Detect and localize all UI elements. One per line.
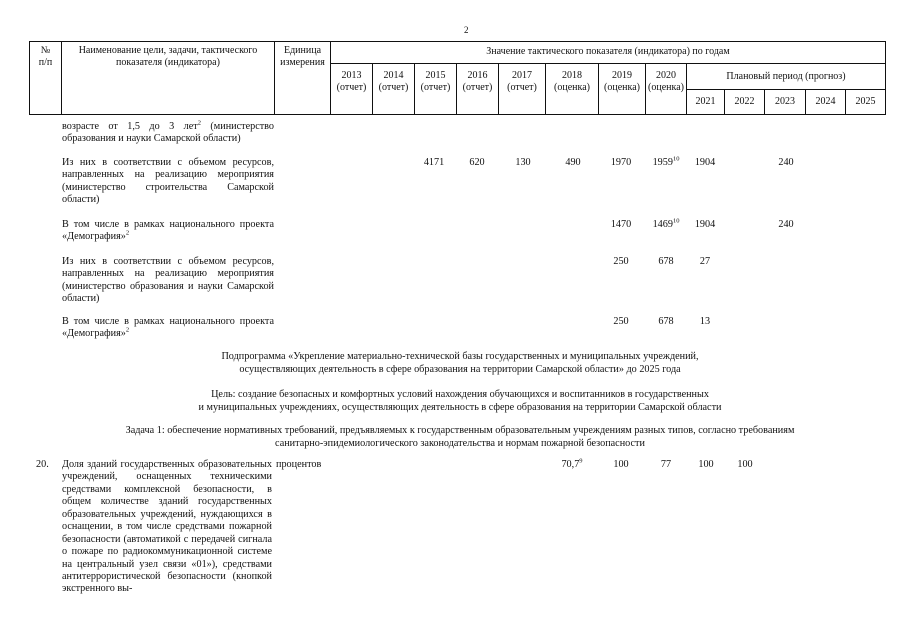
value-2018: 490 (565, 157, 581, 168)
value-2019: 1470 (610, 219, 632, 230)
subprogram-line: Подпрограмма «Укрепление материально-технической базы государственных и муниципальных учреждений, (221, 351, 699, 362)
value-number: 1469 (652, 219, 673, 230)
year-label: 2016 (467, 70, 488, 81)
value-number: 1959 (652, 157, 673, 168)
header-year (499, 70, 545, 93)
goal-heading (30, 389, 890, 415)
year-note: (отчет) (462, 81, 493, 93)
footnote-marker: 2 (197, 119, 201, 127)
goal-line: и муниципальных учреждениях, осуществляющих деятельность в сфере образования на территории Самарской области (198, 401, 722, 413)
year-label: 2019 (612, 70, 632, 81)
header-year (546, 70, 598, 93)
row-20-text: Доля зданий государственных образовательных учреждений, оснащенных техническими средствами комплексной безопасности, в общем количестве зданий государственных образовательных учреждений, нуждающихся в оснащении, в том числе средствами пожарной безопасности (автоматикой с передачей сигнала о пожаре по радиокоммуникационной системе на центральный узел связи «01»), средствами антитеррористической безопасности (кнопкой экстренного вы- (62, 459, 272, 595)
subprogram-heading (30, 351, 890, 377)
year-note: (отчет) (507, 81, 537, 93)
row-text-education-ministry: Из них в соответствии с объемом ресурсов, направленных на реализацию мероприятия (министерство образования и науки Самарской области) (62, 256, 274, 305)
footnote-marker: 2 (125, 327, 130, 335)
row-text-demography (62, 316, 274, 341)
header-plan-year: 2023 (775, 96, 795, 107)
page-number: 2 (464, 25, 469, 35)
header-plan-year: 2022 (734, 96, 755, 107)
value-2020: 678 (658, 316, 674, 327)
value-2018 (552, 459, 592, 471)
value-2023: 240 (778, 157, 794, 168)
value-2020 (646, 219, 686, 231)
value-2022: 100 (737, 459, 753, 470)
value-2021: 13 (699, 316, 711, 327)
footnote-marker: 10 (672, 217, 680, 225)
value-2019: 250 (613, 256, 629, 267)
row-text: В том числе в рамках национального проекта «Демография» (62, 219, 274, 243)
header-col-number: № п/п (38, 45, 53, 68)
value-2019: 1970 (610, 157, 632, 168)
year-label: 2018 (562, 70, 582, 81)
year-note: (оценка) (554, 81, 590, 93)
year-note: (оценка) (648, 81, 684, 93)
year-note: (отчет) (420, 81, 451, 93)
year-label: 2017 (512, 70, 532, 81)
header-planned-period: Плановый период (прогноз) (726, 71, 846, 82)
year-note: (отчет) (378, 81, 409, 93)
row-text: возрасте от 1,5 до 3 лет (62, 121, 198, 132)
row-text: В том числе в рамках национального проекта «Демография» (62, 316, 274, 340)
header-col-values: Значение тактического показателя (индикатора) по годам (486, 46, 730, 57)
year-label: 2013 (341, 70, 362, 81)
value-2019: 250 (613, 316, 629, 327)
row-text-demography (62, 219, 274, 244)
value-2023: 240 (778, 219, 794, 230)
row-text-construction: Из них в соответствии с объемом ресурсов, направленных на реализацию мероприятия (министерство строительства Самарской области) (62, 157, 274, 206)
value-2015: 4171 (423, 157, 445, 168)
value-number: 70,7 (561, 459, 580, 470)
task-heading (30, 425, 890, 451)
task-line: Задача 1: обеспечение нормативных требований, предъявляемых к государственным образовательным учреждениям разных типов, согласно требованиям (125, 425, 795, 436)
row-number: 20. (36, 459, 49, 470)
year-label: 2020 (656, 70, 676, 81)
value-2021: 1904 (694, 219, 716, 230)
value-2021: 100 (698, 459, 714, 470)
value-2020: 77 (660, 459, 672, 470)
header-year (331, 70, 372, 93)
year-note: (оценка) (604, 81, 640, 93)
value-2019: 100 (613, 459, 629, 470)
task-line: санитарно-эпидемиологического законодательства и нормам пожарной безопасности (275, 437, 645, 449)
footnote-marker: 9 (579, 457, 583, 465)
goal-line: Цель: создание безопасных и комфортных условий нахождения обучающихся и воспитанников в государственных (211, 389, 709, 400)
value-2017: 130 (515, 157, 531, 168)
footnote-marker: 10 (672, 155, 680, 163)
header-year (415, 70, 456, 93)
header-year (646, 70, 686, 93)
header-plan-year: 2025 (855, 96, 876, 107)
header-col-unit: Единица измерения (280, 45, 325, 68)
year-label: 2014 (383, 70, 404, 81)
subprogram-line: осуществляющих деятельность в сфере образования на территории Самарской области» до 2025 года (239, 363, 681, 375)
header-year (373, 70, 414, 93)
header-year (599, 70, 645, 93)
header-year (457, 70, 498, 93)
value-2020: 678 (658, 256, 674, 267)
year-note: (отчет) (336, 81, 367, 93)
header-plan-year: 2021 (695, 96, 716, 107)
row-continuation-text (62, 121, 274, 146)
row-text-tail: (министерство образования и науки Самарской области) (62, 121, 274, 145)
header-plan-year: 2024 (815, 96, 836, 107)
row-20-unit: процентов (276, 459, 322, 470)
value-2021: 27 (699, 256, 711, 267)
footnote-marker: 2 (125, 230, 130, 238)
year-label: 2015 (425, 70, 446, 81)
value-2016: 620 (469, 157, 485, 168)
value-2020 (646, 157, 686, 169)
value-2021: 1904 (694, 157, 716, 168)
header-col-name: Наименование цели, задачи, тактического показателя (индикатора) (78, 45, 258, 68)
